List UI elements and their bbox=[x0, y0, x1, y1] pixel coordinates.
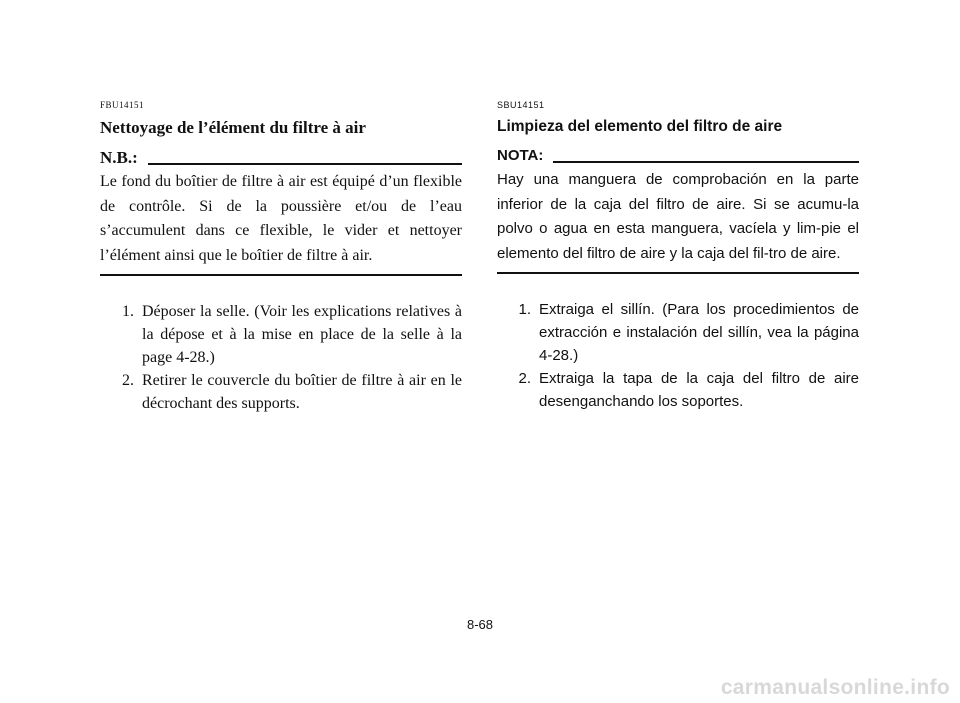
page-number: 8-68 bbox=[466, 617, 494, 632]
note-text: Hay una manguera de comprobación en la parte inferior de la caja del filtro de aire. Si se acumu-la polvo o agua en esta manguera, vacíela y lim-pie el elemento del filtro de aire y la caja del fil-tro de aire. bbox=[497, 171, 859, 262]
note-header bbox=[100, 148, 462, 168]
step-text: Déposer la selle. (Voir les explications relatives à la dépose et à la mise en place de la selle à la page 4-28.) bbox=[142, 303, 462, 366]
watermark-text: carmanualsonline.info bbox=[720, 676, 950, 699]
list-item bbox=[497, 367, 859, 413]
note-header bbox=[497, 146, 859, 166]
step-number: 1. bbox=[122, 303, 134, 320]
french-column bbox=[100, 100, 462, 415]
step-text: Extraiga el sillín. (Para los procedimientos de extracción e instalación del sillín, vea la página 4-28.) bbox=[539, 301, 859, 364]
section-code: FBU14151 bbox=[100, 100, 145, 110]
note-rule bbox=[553, 161, 859, 163]
step-number: 2. bbox=[518, 370, 531, 387]
step-text: Extraiga la tapa de la caja del filtro de aire desenganchando los soportes. bbox=[539, 370, 859, 410]
steps-list bbox=[100, 300, 462, 415]
spanish-column bbox=[497, 100, 859, 413]
step-number: 1. bbox=[518, 301, 531, 318]
step-text: Retirer le couvercle du boîtier de filtre à air en le décrochant des supports. bbox=[142, 372, 462, 412]
note-end-rule bbox=[100, 274, 462, 276]
note-label: NOTA: bbox=[497, 147, 544, 164]
note-label: N.B.: bbox=[100, 148, 138, 167]
list-item bbox=[100, 369, 462, 415]
list-item bbox=[100, 300, 462, 369]
note-end-rule bbox=[497, 272, 859, 274]
step-number: 2. bbox=[122, 372, 134, 389]
list-item bbox=[497, 298, 859, 367]
note-text: Le fond du boîtier de filtre à air est équipé d’un flexible de contrôle. Si de la poussière et/ou de l’eau s’accumulent dans ce flexible, le vider et nettoyer l’élément ainsi que le boîtier de filtre à air. bbox=[100, 173, 462, 264]
note-rule bbox=[148, 163, 462, 165]
section-code: SBU14151 bbox=[497, 100, 545, 110]
section-title: Limpieza del elemento del filtro de aire bbox=[497, 118, 783, 135]
section-title: Nettoyage de l’élément du filtre à air bbox=[100, 118, 366, 137]
steps-list bbox=[497, 298, 859, 413]
